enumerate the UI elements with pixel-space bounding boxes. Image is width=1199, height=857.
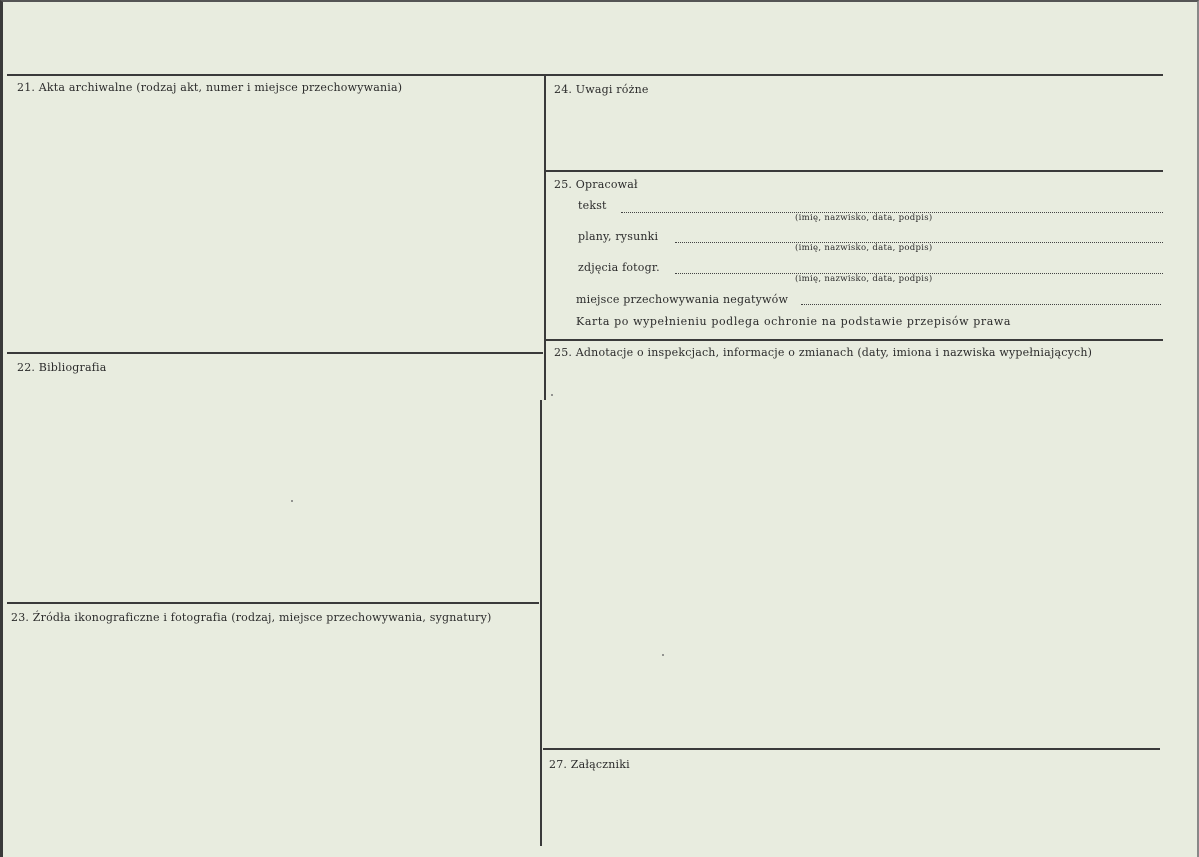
paper-speck bbox=[662, 654, 664, 656]
plany-hint: (imię, nazwisko, data, podpis) bbox=[795, 243, 933, 253]
negatywy-label: miejsce przechowywania negatywów bbox=[576, 293, 789, 306]
section-21-label: 21. Akta archiwalne (rodzaj akt, numer i miejsce przechowywania) bbox=[17, 81, 403, 94]
paper-speck bbox=[291, 500, 293, 502]
rule-24-bottom bbox=[545, 170, 1163, 172]
tekst-hint: (imię, nazwisko, data, podpis) bbox=[795, 213, 933, 223]
top-rule bbox=[7, 74, 1163, 76]
rule-22-bottom bbox=[7, 602, 539, 604]
section-22-label: 22. Bibliografia bbox=[17, 361, 107, 374]
section-23-label: 23. Źródła ikonograficzne i fotografia (rodzaj, miejsce przechowywania, sygnatury) bbox=[11, 611, 492, 624]
tekst-label: tekst bbox=[578, 199, 607, 212]
rule-26-bottom bbox=[543, 748, 1160, 750]
plany-label: plany, rysunki bbox=[578, 230, 659, 243]
rule-25-bottom bbox=[545, 339, 1163, 341]
rule-21-bottom bbox=[7, 352, 543, 354]
paper-speck bbox=[551, 394, 553, 396]
zdjecia-hint: (imię, nazwisko, data, podpis) bbox=[795, 274, 933, 284]
section-27-label: 27. Załączniki bbox=[549, 758, 630, 771]
zdjecia-label: zdjęcia fotogr. bbox=[578, 261, 660, 274]
protection-note: Karta po wypełnieniu podlega ochronie na podstawie przepisów prawa bbox=[576, 315, 1012, 328]
divider-upper bbox=[544, 74, 546, 400]
section-24-label: 24. Uwagi różne bbox=[554, 83, 649, 96]
section-25-label: 25. Opracował bbox=[554, 178, 638, 191]
negatywy-field[interactable] bbox=[801, 304, 1161, 305]
section-26-label: 25. Adnotacje o inspekcjach, informacje o zmianach (daty, imiona i nazwiska wypełniających) bbox=[554, 346, 1093, 359]
divider-lower bbox=[540, 400, 542, 846]
